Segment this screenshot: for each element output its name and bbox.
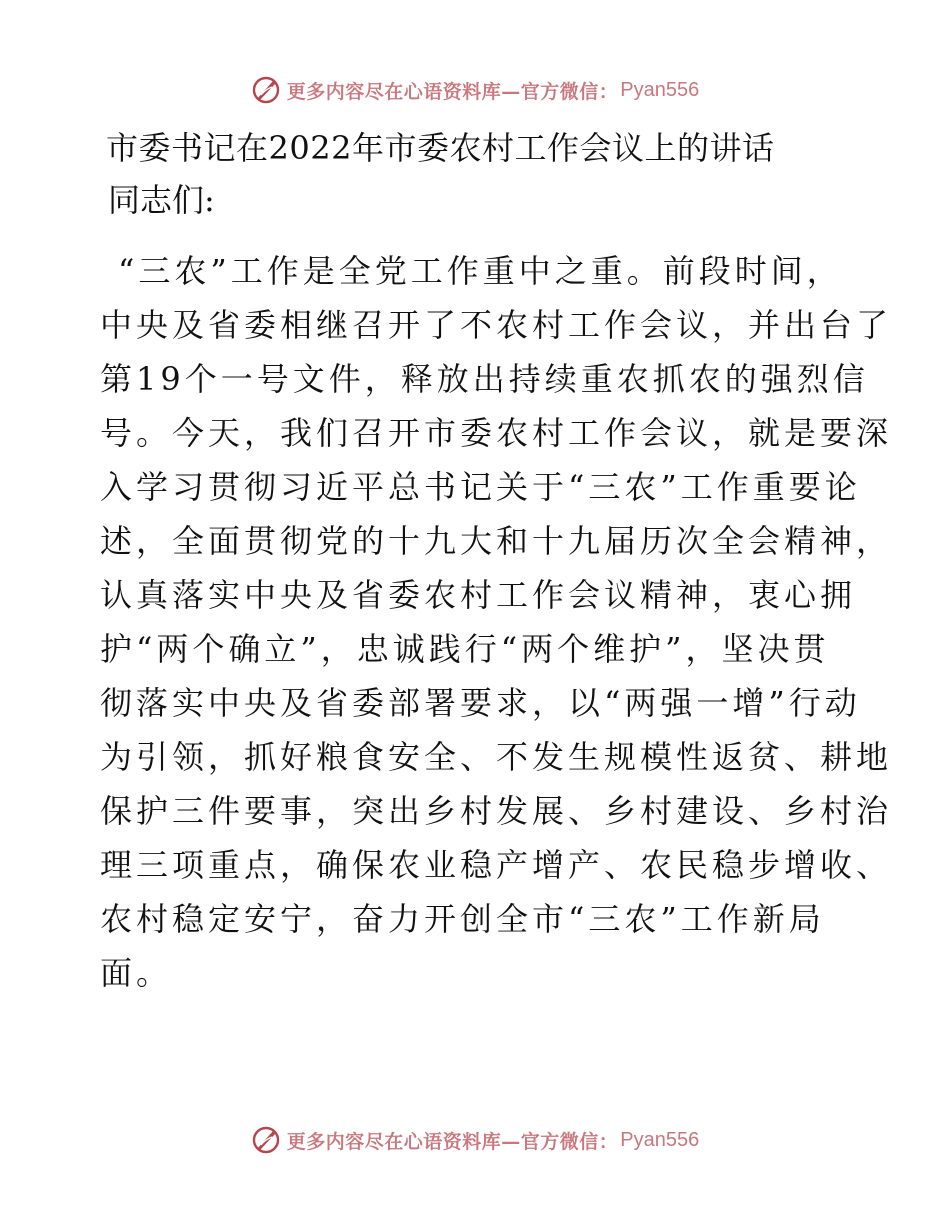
paragraph-line: 号。今天，我们召开市委农村工作会议，就是要深 bbox=[100, 414, 893, 452]
quill-seal-logo-icon bbox=[251, 75, 281, 105]
paragraph-line: 认真落实中央及省委农村工作会议精神，衷心拥 bbox=[100, 576, 857, 614]
body-paragraph bbox=[100, 244, 893, 1000]
paragraph-line: 保护三件要事，突出乡村发展、乡村建设、乡村治 bbox=[100, 792, 893, 830]
document-title: 市委书记在2022年市委农村工作会议上的讲话 bbox=[106, 129, 775, 167]
paragraph-line: 面。 bbox=[100, 954, 173, 992]
paragraph-line: 述，全面贯彻党的十九大和十九届历次全会精神， bbox=[100, 522, 893, 560]
paragraph-line: 护“两个确立”，忠诚践行“两个维护”，坚决贯 bbox=[100, 630, 830, 668]
paragraph-line: 第19个一号文件，释放出持续重农抓农的强烈信 bbox=[100, 360, 869, 398]
header-watermark-banner bbox=[0, 70, 950, 110]
paragraph-line: “三农”工作是全党工作重中之重。前段时间， bbox=[118, 252, 843, 290]
salutation: 同志们: bbox=[108, 181, 215, 219]
paragraph-line: 理三项重点，确保农业稳产增产、农民稳步增收、 bbox=[100, 846, 893, 884]
watermark-wechat-id: Pyan556 bbox=[620, 78, 700, 101]
paragraph-line: 彻落实中央及省委部署要求，以“两强一增”行动 bbox=[100, 684, 861, 722]
paragraph-line: 为引领，抓好粮食安全、不发生规模性返贫、耕地 bbox=[100, 738, 893, 776]
footer-watermark-banner bbox=[0, 1120, 950, 1160]
paragraph-line: 入学习贯彻习近平总书记关于“三农”工作重要论 bbox=[100, 468, 861, 506]
watermark-text: 更多内容尽在心语资料库—官方微信： bbox=[286, 1130, 619, 1153]
paragraph-line: 农村稳定安宁，奋力开创全市“三农”工作新局 bbox=[100, 900, 825, 938]
paragraph-line: 中央及省委相继召开了不农村工作会议，并出台了 bbox=[100, 306, 893, 344]
watermark-text: 更多内容尽在心语资料库—官方微信： bbox=[286, 80, 619, 103]
quill-seal-logo-icon bbox=[251, 1125, 281, 1155]
watermark-wechat-id: Pyan556 bbox=[620, 1128, 700, 1151]
